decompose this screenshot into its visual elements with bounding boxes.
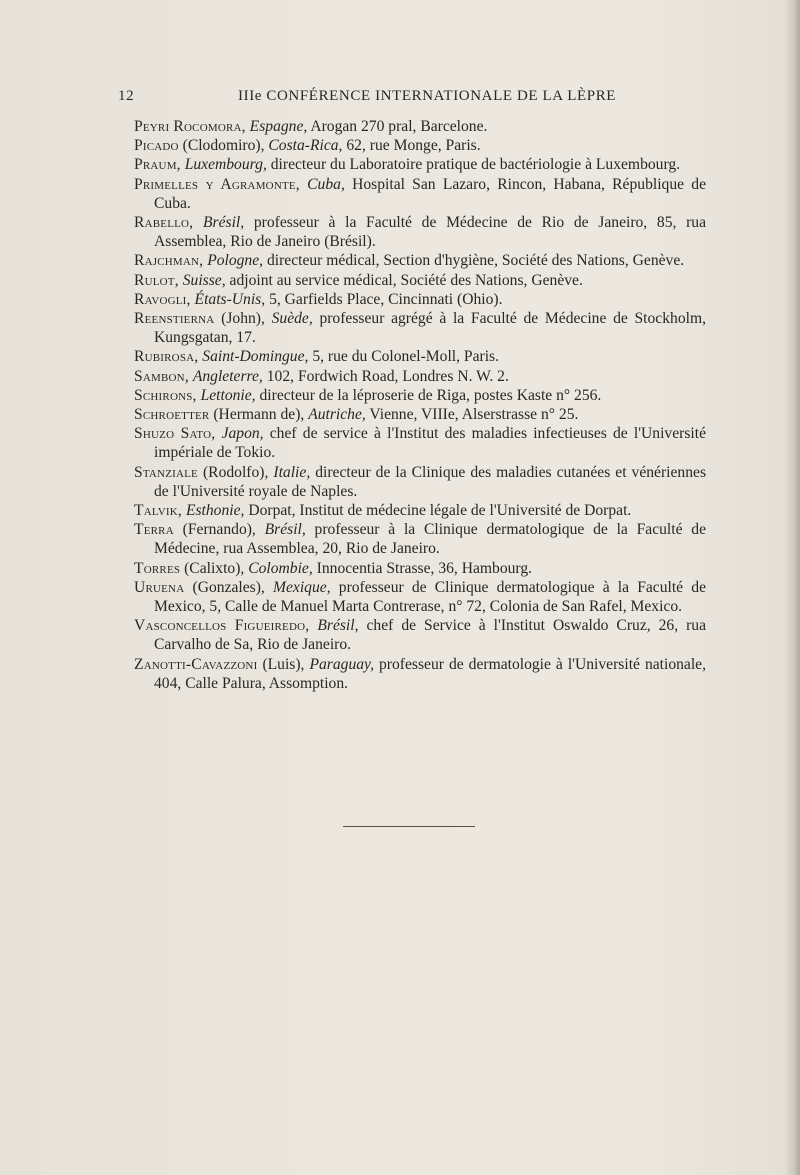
entry-text: adjoint au service médical, Société des Nations, Genève. [229,271,583,289]
entry-country: Suisse, [182,271,226,289]
entry-name: Stanziale [134,463,198,481]
entry-text: Dorpat, Institut de médecine légale de l'Université de Dorpat. [248,502,632,520]
entry-name: Schirons, [134,386,197,404]
list-item [134,271,706,290]
page-number: 12 [118,88,135,104]
entry-text: directeur médical, Section d'hygiène, Société des Nations, Genève. [266,252,685,270]
entry-name: Primelles y Agramonte, [134,175,300,193]
entry-country: Colombie, [248,559,313,577]
entry-name: Rabello, [134,214,194,232]
entry-country: Angleterre, [192,367,263,385]
list-item [134,347,706,366]
entry-text: (Calixto), [184,559,249,577]
participant-list [134,117,706,693]
entry-text: chef de Service à l'Institut Oswaldo Cruz, 26, rua Carvalho de Sa, Rio de Janeiro. [154,617,707,654]
entry-name: Rulot, [134,271,179,289]
entry-text: 5, Garfields Place, Cincinnati (Ohio). [269,290,503,308]
entry-name: Talvik, [134,502,183,520]
entry-text: Innocentia Strasse, 36, Hambourg. [316,559,533,577]
list-item [134,559,706,578]
entry-country: Suède, [271,310,313,328]
entry-text: professeur de Clinique dermatologique à la Faculté de Mexico, 5, Calle de Manuel Marta Contrerase, n° 72, Colonia de San Rafel, Mexico. [154,578,706,616]
entry-country: Brésil, [317,617,359,635]
entry-country: Cuba, [307,175,345,193]
entry-text: chef de service à l'Institut des maladies infectieuses de l'Université impériale de Tokio. [154,425,706,462]
entry-name: Praum, [134,156,181,174]
entry-text: directeur de la léproserie de Riga, postes Kaste n° 256. [259,386,602,404]
list-item [134,655,706,693]
entry-name: Rajchman, [134,252,204,270]
entry-text: professeur à la Faculté de Médecine de Rio de Janeiro, 85, rua Assemblea, Rio de Janeiro (Brésil). [154,214,706,251]
entry-text: professeur à la Clinique dermatologique de la Faculté de Médecine, rua Assemblea, 20, Rio de Janeiro. [154,521,706,558]
list-item [134,213,706,251]
entry-country: Saint-Domingue, [202,348,309,366]
list-item [134,251,706,270]
entry-country: Italie, [273,463,311,481]
list-item [134,175,706,213]
entry-name: Sambon, [134,367,189,385]
entry-country: Pologne, [207,252,264,270]
entry-country: Paraguay, [309,655,374,673]
list-item [134,290,706,309]
list-item [134,616,706,654]
entry-text: Hospital San Lazaro, Rincon, Habana, République de Cuba. [154,175,707,212]
entry-name: Reenstierna [134,310,215,328]
entry-text: (Rodolfo), [202,463,274,481]
entry-country: Luxembourg, [184,156,267,174]
entry-name: Zanotti-Cavazzoni [134,655,258,673]
entry-text: (Hermann de), [213,406,309,424]
entry-name: Peyri Rocomora, [134,118,246,135]
entry-country: États-Unis, [194,290,266,308]
list-item [134,386,706,405]
list-item [134,309,706,347]
entry-country: Costa-Rica, [268,137,343,155]
list-item [134,117,706,136]
list-item [134,136,706,155]
entry-name: Vasconcellos Figueiredo, [134,617,310,635]
entry-name: Rubirosa, [134,348,199,366]
page-edge-shadow [784,0,800,1175]
entry-text: 62, rue Monge, Paris. [346,137,481,155]
entry-country: Espagne, [249,118,308,135]
entry-name: Schroetter [134,406,210,424]
entry-text: Vienne, VIIIe, Alserstrasse n° 25. [369,406,579,424]
list-item [134,367,706,386]
entry-text: (John), [221,310,272,328]
list-item [134,424,706,462]
entry-name: Picado [134,137,179,155]
entry-text: Arogan 270 pral, Barcelone. [310,118,488,135]
entry-text: (Fernando), [182,521,265,539]
entry-text: professeur agrégé à la Faculté de Médecine de Stockholm, Kungsgatan, 17. [154,310,706,347]
page-header [118,88,738,110]
end-rule [343,826,475,827]
entry-country: Brésil, [264,521,306,539]
entry-country: Mexique, [273,578,331,596]
entry-text: (Clodomiro), [182,137,269,155]
entry-name: Uruena [134,578,185,596]
list-item [134,155,706,174]
entry-country: Autriche, [308,406,366,424]
entry-name: Shuzo Sato, [134,425,216,443]
list-item [134,405,706,424]
list-item [134,578,706,616]
entry-country: Lettonie, [200,386,256,404]
list-item [134,520,706,558]
entry-text: professeur de dermatologie à l'Université nationale, 404, Calle Palura, Assomption. [154,655,706,692]
entry-name: Torres [134,559,181,577]
list-item [134,501,706,520]
entry-name: Terra [134,521,174,539]
entry-text: directeur de la Clinique des maladies cutanées et vénériennes de l'Université royale de Naples. [154,463,707,500]
entry-country: Esthonie, [185,502,245,520]
list-item [134,463,706,501]
entry-name: Ravogli, [134,290,191,308]
entry-text: (Gonzales), [192,578,274,596]
entry-country: Brésil, [203,214,245,232]
entry-text: (Luis), [262,655,310,673]
running-head: IIIe CONFÉRENCE INTERNATIONALE DE LA LÈPRE [238,88,617,104]
entry-text: directeur du Laboratoire pratique de bactériologie à Luxembourg. [270,156,681,174]
entry-country: Japon, [221,425,264,443]
entry-text: 102, Fordwich Road, Londres N. W. 2. [266,367,509,385]
entry-text: 5, rue du Colonel-Moll, Paris. [312,348,500,366]
